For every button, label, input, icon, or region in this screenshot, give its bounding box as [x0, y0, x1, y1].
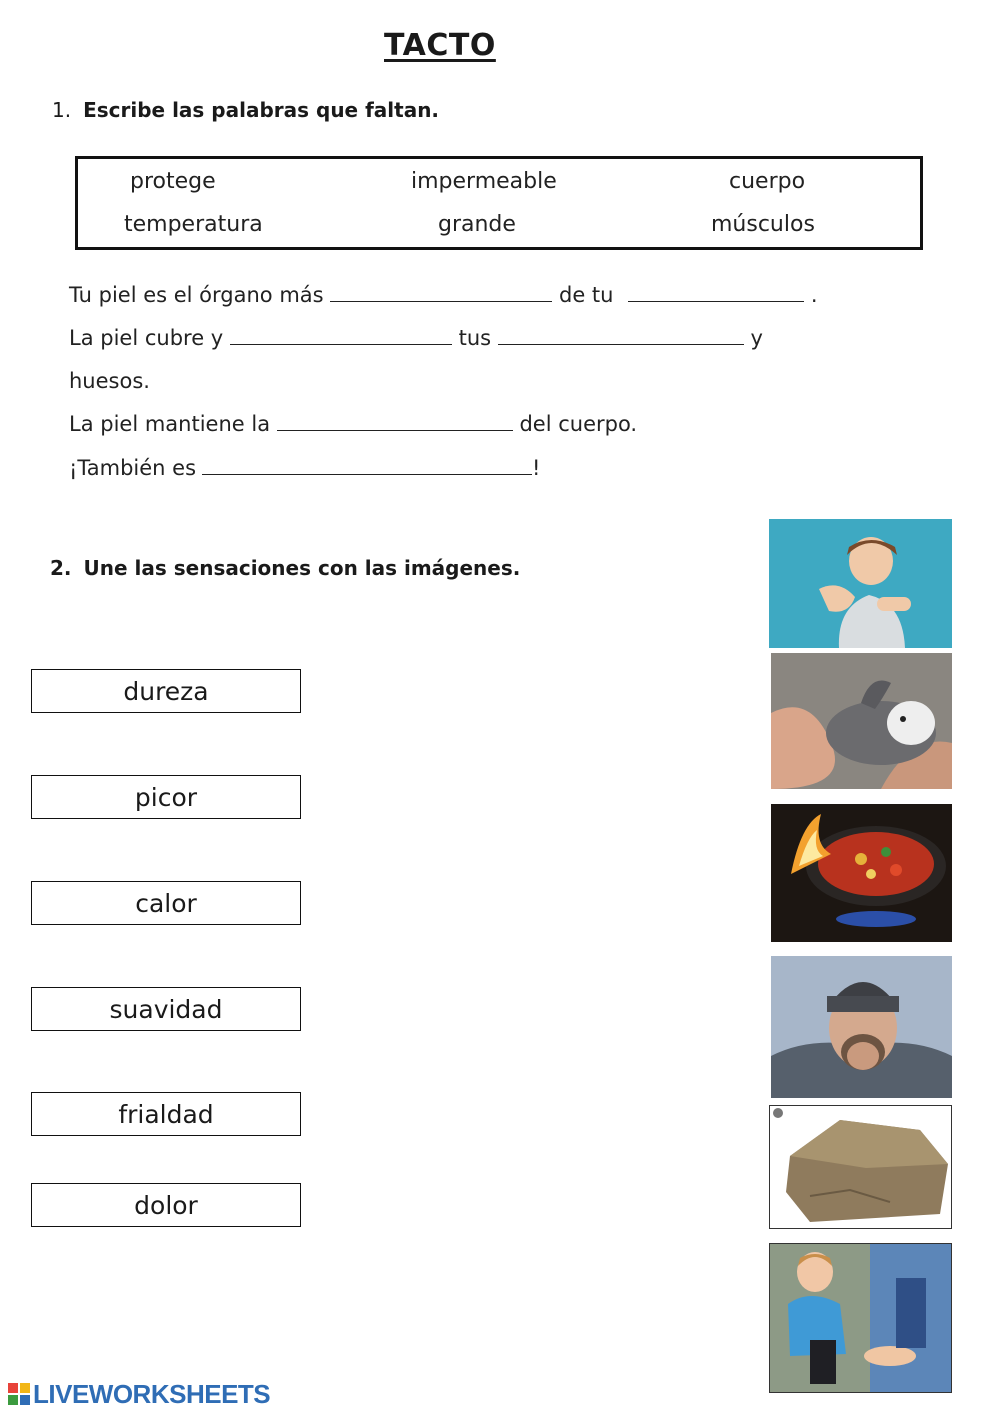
injured-ankle-image[interactable]: [769, 1243, 952, 1393]
sentence-text: y: [750, 326, 763, 350]
rock-image[interactable]: [769, 1105, 952, 1229]
exercise-1-heading: [52, 98, 439, 122]
word-bank-item: temperatura: [124, 212, 263, 237]
word-bank: [75, 156, 923, 250]
sensation-box-calor[interactable]: calor: [31, 881, 301, 925]
sentence-text: .: [810, 283, 818, 307]
sentence-text: Tu piel es el órgano más: [69, 283, 324, 307]
liveworksheets-logo: [8, 1380, 270, 1408]
exercise-1-number: 1.: [52, 98, 72, 122]
bunny-in-hands-image[interactable]: [771, 653, 952, 789]
exercise-2-number: 2.: [50, 556, 72, 580]
logo-text: LIVEWORKSHEETS: [33, 1378, 271, 1409]
flaming-pan-image[interactable]: [771, 804, 952, 942]
exercise-2-instruction: Une las sensaciones con las imágenes.: [83, 556, 521, 580]
sentence-text: ¡También es: [69, 456, 197, 480]
blank-input[interactable]: [628, 283, 804, 302]
blank-input[interactable]: [277, 412, 513, 431]
sensation-box-suavidad[interactable]: suavidad: [31, 987, 301, 1031]
exercise-2-heading: [50, 556, 520, 580]
word-bank-item: impermeable: [411, 169, 557, 194]
blank-input[interactable]: [230, 326, 452, 345]
sentence-4: [69, 412, 637, 436]
sentence-5: [69, 456, 540, 480]
frozen-man-image[interactable]: [771, 956, 952, 1098]
sensation-box-picor[interactable]: picor: [31, 775, 301, 819]
blank-input[interactable]: [498, 326, 744, 345]
sentence-text: de tu: [558, 283, 614, 307]
sentence-text: La piel mantiene la: [69, 412, 271, 436]
word-bank-item: protege: [130, 169, 216, 194]
word-bank-item: cuerpo: [729, 169, 806, 194]
page-title: TACTO: [384, 28, 496, 63]
sentence-3: huesos.: [69, 369, 150, 393]
sentence-text: La piel cubre y: [69, 326, 224, 350]
sensation-box-frialdad[interactable]: frialdad: [31, 1092, 301, 1136]
sentence-text: del cuerpo.: [519, 412, 638, 436]
sentence-1: [69, 283, 818, 307]
liveworksheets-icon: [8, 1383, 30, 1405]
blank-input[interactable]: [202, 456, 532, 475]
blank-input[interactable]: [330, 283, 552, 302]
sentence-text: tus: [458, 326, 492, 350]
sentence-text: !: [532, 456, 541, 480]
word-bank-item: músculos: [711, 212, 815, 237]
girl-scratching-arm-image[interactable]: [769, 519, 952, 648]
sensation-box-dolor[interactable]: dolor: [31, 1183, 301, 1227]
close-icon: [773, 1108, 783, 1118]
exercise-1-instruction: Escribe las palabras que faltan.: [83, 98, 440, 122]
sentence-2: [69, 326, 763, 350]
word-bank-item: grande: [438, 212, 516, 237]
sensation-box-dureza[interactable]: dureza: [31, 669, 301, 713]
